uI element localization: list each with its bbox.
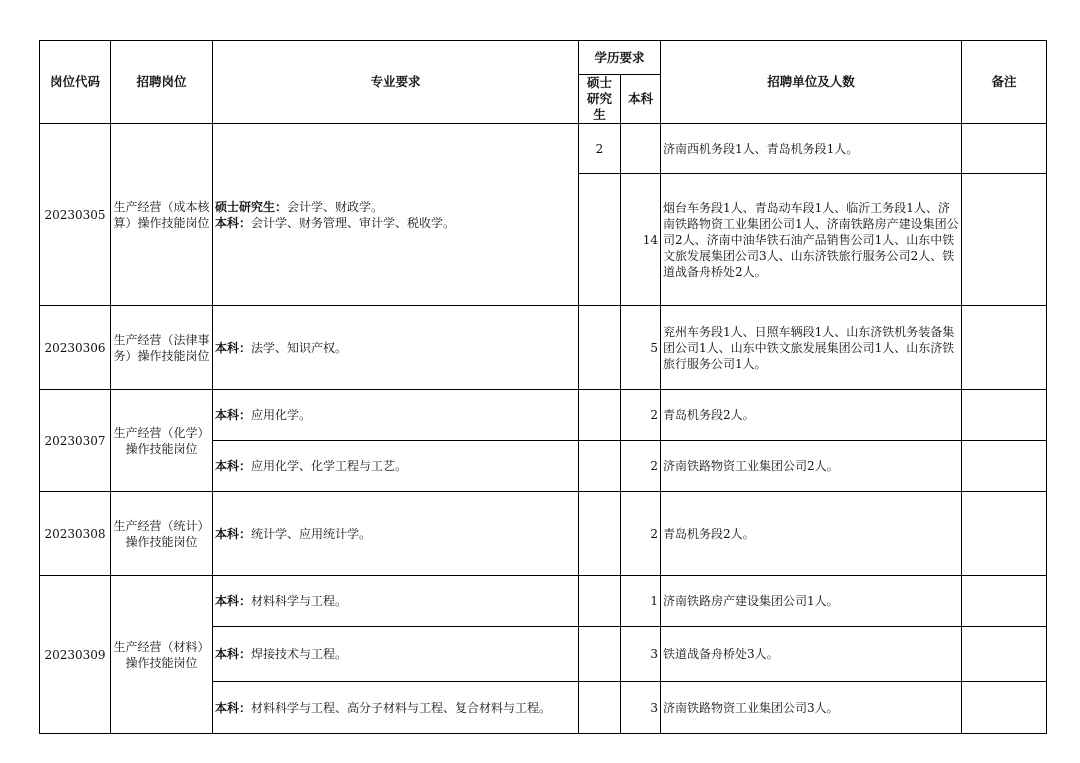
bachelor-count: 2 xyxy=(621,492,661,576)
master-count xyxy=(579,492,621,576)
header-bachelor: 本科 xyxy=(621,75,661,124)
master-count xyxy=(579,627,621,682)
header-major: 专业要求 xyxy=(213,41,579,124)
master-count xyxy=(579,390,621,441)
master-label: 硕士研究生： xyxy=(215,199,288,214)
master-count xyxy=(579,174,621,306)
major-master: 会计学、财政学。 xyxy=(287,199,384,214)
recruiting-units: 青岛机务段2人。 xyxy=(661,390,962,441)
major-requirement xyxy=(213,627,579,682)
bachelor-label: 本科： xyxy=(215,215,252,230)
bachelor-count: 2 xyxy=(621,390,661,441)
recruiting-units: 济南铁路房产建设集团公司1人。 xyxy=(661,576,962,627)
position-code: 20230305 xyxy=(40,124,111,306)
major-text: 应用化学、化学工程与工艺。 xyxy=(251,459,408,473)
bachelor-label: 本科： xyxy=(215,526,252,541)
master-count: 2 xyxy=(579,124,621,174)
position-code: 20230309 xyxy=(40,576,111,734)
bachelor-label: 本科： xyxy=(215,594,252,608)
position-title: 生产经营（统计）操作技能岗位 xyxy=(111,492,213,576)
recruiting-units: 济南铁路物资工业集团公司3人。 xyxy=(661,682,962,734)
major-bachelor: 会计学、财务管理、审计学、税收学。 xyxy=(251,215,456,230)
bachelor-count: 3 xyxy=(621,682,661,734)
position-title: 生产经营（成本核算）操作技能岗位 xyxy=(111,124,213,306)
notes xyxy=(962,124,1047,174)
position-code: 20230307 xyxy=(40,390,111,492)
bachelor-label: 本科： xyxy=(215,459,252,473)
header-education: 学历要求 xyxy=(579,41,661,75)
recruiting-units: 烟台车务段1人、青岛动车段1人、临沂工务段1人、济南铁路物资工业集团公司1人、济南铁路房产建设集团公司2人、济南中油华铁石油产品销售公司1人、山东中铁文旅发展集团公司3人、山东济铁旅行服务公司2人、铁道战备舟桥处2人。 xyxy=(661,174,962,306)
bachelor-label: 本科： xyxy=(215,340,252,355)
master-count xyxy=(579,306,621,390)
major-text: 法学、知识产权。 xyxy=(251,340,348,355)
notes xyxy=(962,306,1047,390)
recruiting-units: 兖州车务段1人、日照车辆段1人、山东济铁机务装备集团公司1人、山东中铁文旅发展集团公司1人、山东济铁旅行服务公司1人。 xyxy=(661,306,962,390)
major-requirement xyxy=(213,306,579,390)
notes xyxy=(962,390,1047,441)
position-title: 生产经营（化学）操作技能岗位 xyxy=(111,390,213,492)
bachelor-label: 本科： xyxy=(215,700,252,715)
bachelor-label: 本科： xyxy=(215,408,252,422)
major-requirement xyxy=(213,124,579,306)
notes xyxy=(962,576,1047,627)
bachelor-label: 本科： xyxy=(215,647,252,661)
major-requirement xyxy=(213,390,579,441)
header-post: 招聘岗位 xyxy=(111,41,213,124)
major-requirement xyxy=(213,682,579,734)
table-row xyxy=(40,492,1047,576)
bachelor-count: 5 xyxy=(621,306,661,390)
table-row xyxy=(40,124,1047,174)
master-count xyxy=(579,441,621,492)
position-title: 生产经营（法律事务）操作技能岗位 xyxy=(111,306,213,390)
notes xyxy=(962,492,1047,576)
bachelor-count xyxy=(621,124,661,174)
bachelor-count: 2 xyxy=(621,441,661,492)
header-code: 岗位代码 xyxy=(40,41,111,124)
header-master: 硕士研究生 xyxy=(579,75,621,124)
recruitment-table xyxy=(39,40,1047,734)
major-text: 焊接技术与工程。 xyxy=(251,647,348,661)
recruiting-units: 青岛机务段2人。 xyxy=(661,492,962,576)
table-row xyxy=(40,306,1047,390)
master-count xyxy=(579,576,621,627)
bachelor-count: 1 xyxy=(621,576,661,627)
header-units: 招聘单位及人数 xyxy=(661,41,962,124)
position-code: 20230306 xyxy=(40,306,111,390)
header-notes: 备注 xyxy=(962,41,1047,124)
major-text: 应用化学。 xyxy=(251,408,312,422)
notes xyxy=(962,174,1047,306)
notes xyxy=(962,441,1047,492)
position-title: 生产经营（材料）操作技能岗位 xyxy=(111,576,213,734)
table-row xyxy=(40,576,1047,627)
major-text: 材料科学与工程、高分子材料与工程、复合材料与工程。 xyxy=(251,700,552,715)
master-count xyxy=(579,682,621,734)
bachelor-count: 3 xyxy=(621,627,661,682)
recruiting-units: 铁道战备舟桥处3人。 xyxy=(661,627,962,682)
notes xyxy=(962,682,1047,734)
major-requirement xyxy=(213,441,579,492)
major-text: 材料科学与工程。 xyxy=(251,594,348,608)
major-requirement xyxy=(213,492,579,576)
major-requirement xyxy=(213,576,579,627)
position-code: 20230308 xyxy=(40,492,111,576)
bachelor-count: 14 xyxy=(621,174,661,306)
recruiting-units: 济南铁路物资工业集团公司2人。 xyxy=(661,441,962,492)
recruiting-units: 济南西机务段1人、青岛机务段1人。 xyxy=(661,124,962,174)
table-row xyxy=(40,390,1047,441)
notes xyxy=(962,627,1047,682)
major-text: 统计学、应用统计学。 xyxy=(251,526,372,541)
